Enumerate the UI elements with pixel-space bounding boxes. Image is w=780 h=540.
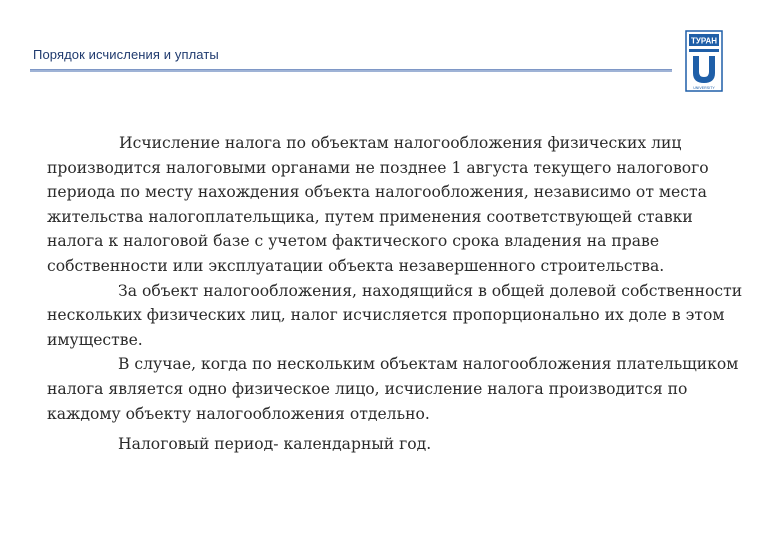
paragraph-3: [47, 352, 747, 426]
header-title: Порядок исчисления и уплаты: [33, 47, 219, 62]
header-rule-line: [30, 69, 672, 70]
paragraph-4: [47, 432, 747, 457]
logo-text-top: ТУРАН: [690, 36, 718, 46]
paragraph-3-text: В случае, когда по нескольким объектам налогообложения плательщиком налога является одно физическое лицо, исчисление налога производится по каждому объекту налогообложения отдельно.: [47, 355, 739, 423]
paragraph-2-text: За объект налогообложения, находящийся в общей долевой собственности нескольких физических лиц, налог исчисляется пропорционально их доле в этом имуществе.: [47, 281, 743, 349]
paragraph-2: [47, 279, 747, 353]
body-text: [47, 131, 747, 457]
turan-university-logo-icon: [685, 30, 723, 92]
logo-text-bottom: UNIVERSITY: [693, 86, 715, 90]
turan-logo: [685, 30, 723, 92]
paragraph-1-text: Исчисление налога по объектам налогообложения физических лиц производится налоговыми органами не позднее 1 августа текущего налогового периода по месту нахождения объекта налогообложения, независимо от места жительства налогоплательщика, путем применения соответствующей ставки налога к налоговой базе с учетом фактического срока владения на праве собственности или эксплуатации объекта незавершенного строительства.: [47, 134, 709, 275]
paragraph-1: [47, 131, 747, 279]
paragraph-4-text: Налоговый период- календарный год.: [118, 435, 432, 454]
